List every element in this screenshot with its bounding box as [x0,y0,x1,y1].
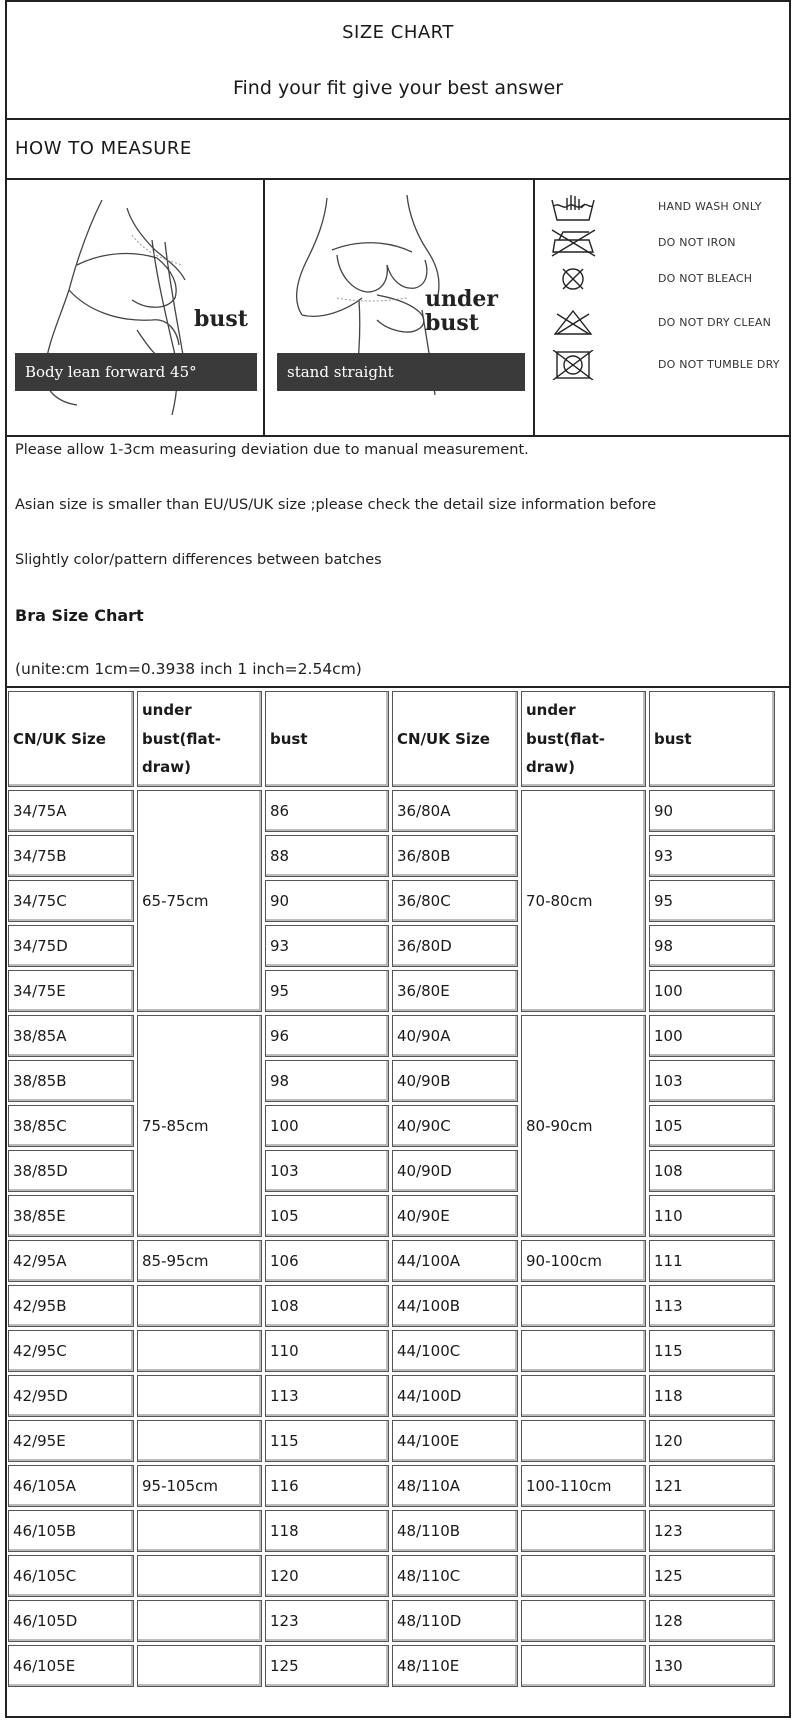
size-cell: 34/75E [8,970,134,1012]
bust-cell: 103 [649,1060,775,1102]
measure-figures [7,180,789,437]
care-label: DO NOT IRON [658,236,736,249]
bust-figure [7,180,265,435]
size-cell: 38/85C [8,1105,134,1147]
underbust-cell: 100-110cm [521,1465,646,1507]
table-row [8,1240,775,1282]
underbust-cell: 75-85cm [137,1015,262,1237]
note-deviation: Please allow 1-3cm measuring deviation due to manual measurement. [15,442,529,458]
table-row [8,1330,775,1372]
table-row [8,1555,775,1597]
hand-wash-icon [549,192,599,222]
bust-cell: 120 [265,1555,389,1597]
table-row [8,1645,775,1687]
bust-cell: 125 [649,1555,775,1597]
bust-cell: 110 [265,1330,389,1372]
size-cell: 40/90B [392,1060,518,1102]
size-cell: 48/110A [392,1465,518,1507]
bust-cell: 95 [649,880,775,922]
table-row [8,1600,775,1642]
bust-cell: 118 [265,1510,389,1552]
underbust-cell [521,1375,646,1417]
bust-cell: 108 [265,1285,389,1327]
size-cell: 34/75B [8,835,134,877]
care-row-bleach [537,264,789,294]
underbust-figure [267,180,535,435]
how-to-measure-section [7,120,789,180]
underbust-cell [521,1645,646,1687]
table-row [8,1510,775,1552]
underbust-cell [137,1555,262,1597]
underbust-cell [521,1330,646,1372]
underbust-cell: 80-90cm [521,1015,646,1237]
table-header-row [8,691,775,787]
underbust-caption: stand straight [277,353,525,391]
size-cell: 38/85D [8,1150,134,1192]
underbust-label-line1: under [425,286,498,312]
bust-cell: 105 [265,1195,389,1237]
table-row [8,1015,775,1057]
bust-cell: 113 [265,1375,389,1417]
do-not-bleach-icon [549,264,599,294]
care-row-iron [537,228,789,258]
size-cell: 48/110C [392,1555,518,1597]
size-cell: 34/75D [8,925,134,967]
header-cell: bust [265,691,389,787]
size-cell: 44/100C [392,1330,518,1372]
bust-cell: 90 [265,880,389,922]
underbust-label-line2: bust [425,310,479,336]
underbust-cell [521,1285,646,1327]
bust-cell: 90 [649,790,775,832]
bust-cell: 123 [265,1600,389,1642]
size-cell: 48/110B [392,1510,518,1552]
size-cell: 38/85B [8,1060,134,1102]
bust-cell: 96 [265,1015,389,1057]
underbust-cell [137,1420,262,1462]
how-to-measure-heading: HOW TO MEASURE [15,138,192,159]
header-cell: under bust(flat-draw) [137,691,262,787]
bust-cell: 100 [649,1015,775,1057]
title-section [7,2,789,120]
bust-cell: 118 [649,1375,775,1417]
bust-cell: 120 [649,1420,775,1462]
underbust-cell [137,1645,262,1687]
underbust-cell [137,1285,262,1327]
size-cell: 36/80C [392,880,518,922]
underbust-cell: 95-105cm [137,1465,262,1507]
bust-cell: 98 [649,925,775,967]
table-row [8,1285,775,1327]
size-cell: 36/80E [392,970,518,1012]
table-row [8,1420,775,1462]
underbust-cell: 85-95cm [137,1240,262,1282]
bust-cell: 108 [649,1150,775,1192]
bust-cell: 111 [649,1240,775,1282]
size-cell: 38/85A [8,1015,134,1057]
size-cell: 36/80A [392,790,518,832]
size-cell: 42/95B [8,1285,134,1327]
bust-cell: 110 [649,1195,775,1237]
bust-cell: 128 [649,1600,775,1642]
page-subtitle: Find your fit give your best answer [232,77,564,99]
table-row [8,790,775,832]
size-cell: 34/75C [8,880,134,922]
do-not-dry-clean-icon [549,308,599,338]
care-row-tumble-dry [537,350,789,380]
size-cell: 46/105B [8,1510,134,1552]
care-label: DO NOT TUMBLE DRY [658,358,780,371]
size-cell: 36/80D [392,925,518,967]
bust-cell: 130 [649,1645,775,1687]
underbust-cell [137,1330,262,1372]
underbust-cell [137,1375,262,1417]
table-row [8,1465,775,1507]
table-row [8,1060,775,1102]
bust-caption: Body lean forward 45° [15,353,257,391]
bra-size-table [5,688,778,1690]
size-cell: 46/105A [8,1465,134,1507]
bust-cell: 125 [265,1645,389,1687]
header-cell: CN/UK Size [392,691,518,787]
size-cell: 36/80B [392,835,518,877]
size-cell: 48/110D [392,1600,518,1642]
underbust-cell [521,1600,646,1642]
bra-size-chart-title: Bra Size Chart [15,606,144,625]
underbust-cell [137,1510,262,1552]
size-cell: 42/95D [8,1375,134,1417]
header-cell: under bust(flat-draw) [521,691,646,787]
unit-note: (unite:cm 1cm=0.3938 inch 1 inch=2.54cm) [15,660,362,678]
care-label: HAND WASH ONLY [658,200,762,213]
size-cell: 38/85E [8,1195,134,1237]
bust-cell: 86 [265,790,389,832]
underbust-cell [521,1510,646,1552]
bust-label: bust [194,306,248,332]
underbust-cell [521,1420,646,1462]
bust-cell: 115 [649,1330,775,1372]
size-cell: 44/100D [392,1375,518,1417]
care-label: DO NOT BLEACH [658,272,753,285]
underbust-cell [137,1600,262,1642]
table-row [8,1195,775,1237]
size-cell: 46/105D [8,1600,134,1642]
size-cell: 44/100B [392,1285,518,1327]
size-cell: 44/100A [392,1240,518,1282]
do-not-iron-icon [549,228,599,258]
table-row [8,970,775,1012]
note-asian-size: Asian size is smaller than EU/US/UK size ;please check the detail size information before [15,497,657,513]
bust-cell: 115 [265,1420,389,1462]
underbust-cell: 65-75cm [137,790,262,1012]
care-label: DO NOT DRY CLEAN [658,316,772,329]
bust-cell: 100 [649,970,775,1012]
bust-cell: 103 [265,1150,389,1192]
header-cell: CN/UK Size [8,691,134,787]
do-not-tumble-dry-icon [549,350,599,380]
underbust-cell: 90-100cm [521,1240,646,1282]
size-cell: 42/95A [8,1240,134,1282]
header-cell: bust [649,691,775,787]
underbust-cell: 70-80cm [521,790,646,1012]
table-row [8,835,775,877]
size-cell: 34/75A [8,790,134,832]
size-cell: 40/90D [392,1150,518,1192]
page-title: SIZE CHART [342,22,454,43]
bust-cell: 116 [265,1465,389,1507]
size-cell: 42/95E [8,1420,134,1462]
table-row [8,880,775,922]
bust-cell: 123 [649,1510,775,1552]
table-row [8,1375,775,1417]
bust-cell: 105 [649,1105,775,1147]
table-row [8,925,775,967]
bust-cell: 93 [265,925,389,967]
table-row [8,1150,775,1192]
bust-cell: 95 [265,970,389,1012]
note-color-difference: Slightly color/pattern differences between batches [15,552,382,568]
table-row [8,1105,775,1147]
underbust-cell [521,1555,646,1597]
bust-cell: 88 [265,835,389,877]
size-cell: 42/95C [8,1330,134,1372]
size-cell: 44/100E [392,1420,518,1462]
bust-cell: 121 [649,1465,775,1507]
care-instructions [537,180,789,435]
care-row-dry-clean [537,308,789,338]
care-row-hand-wash [537,192,789,222]
bust-cell: 113 [649,1285,775,1327]
bust-cell: 106 [265,1240,389,1282]
size-cell: 40/90E [392,1195,518,1237]
size-cell: 46/105C [8,1555,134,1597]
size-cell: 40/90A [392,1015,518,1057]
size-cell: 46/105E [8,1645,134,1687]
bust-cell: 93 [649,835,775,877]
size-cell: 48/110E [392,1645,518,1687]
size-cell: 40/90C [392,1105,518,1147]
bust-cell: 100 [265,1105,389,1147]
bust-cell: 98 [265,1060,389,1102]
